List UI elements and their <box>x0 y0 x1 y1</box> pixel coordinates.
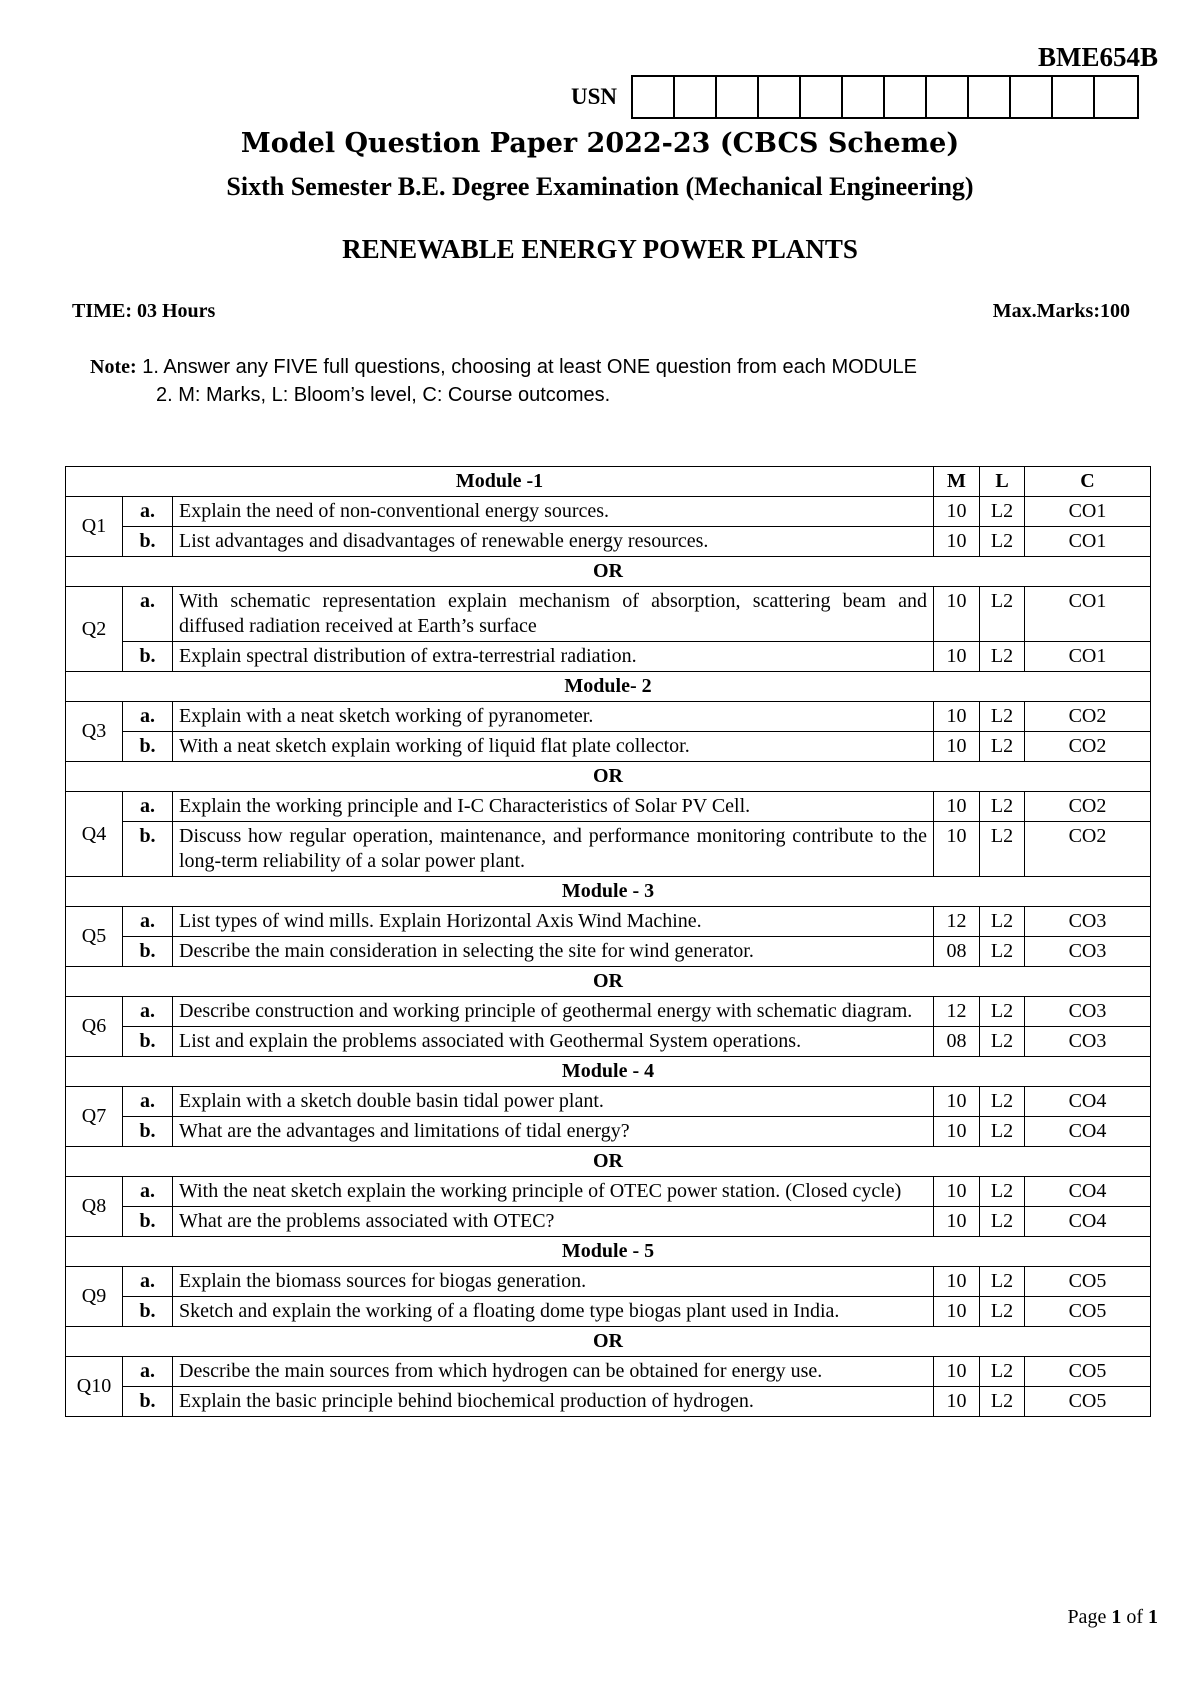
table-row <box>66 1207 1151 1237</box>
question-number: Q4 <box>66 792 123 877</box>
module-header-row <box>66 877 1151 907</box>
sub-question-label: b. <box>123 1297 173 1327</box>
marks-cell: 10 <box>934 1087 980 1117</box>
usn-box[interactable] <box>717 77 759 117</box>
table-row <box>66 1387 1151 1417</box>
blooms-level-cell: L2 <box>980 1027 1025 1057</box>
course-outcome-cell: CO3 <box>1025 937 1151 967</box>
module-header-row <box>66 1057 1151 1087</box>
module-header-row <box>66 1237 1151 1267</box>
marks-cell: 10 <box>934 1357 980 1387</box>
or-row <box>66 1327 1151 1357</box>
course-outcome-cell: CO5 <box>1025 1267 1151 1297</box>
sub-question-label: a. <box>123 1087 173 1117</box>
max-marks-label: Max.Marks:100 <box>992 300 1130 322</box>
page-of: of <box>1126 1606 1143 1628</box>
module-header-row <box>66 672 1151 702</box>
course-outcome-cell: CO3 <box>1025 1027 1151 1057</box>
question-text: Explain the need of non-conventional energy sources. <box>173 497 934 527</box>
question-number: Q5 <box>66 907 123 967</box>
blooms-level-cell: L2 <box>980 497 1025 527</box>
course-outcome-cell: CO3 <box>1025 907 1151 937</box>
sub-question-label: a. <box>123 702 173 732</box>
course-outcome-cell: CO4 <box>1025 1087 1151 1117</box>
or-row <box>66 967 1151 997</box>
time-label: TIME: 03 Hours <box>72 300 216 322</box>
table-row <box>66 822 1151 877</box>
blooms-level-cell: L2 <box>980 702 1025 732</box>
question-text: Explain the biomass sources for biogas generation. <box>173 1267 934 1297</box>
table-row <box>66 527 1151 557</box>
question-text: Discuss how regular operation, maintenance, and performance monitoring contribute to the long-term reliability of a solar power plant. <box>173 822 934 877</box>
usn-box[interactable] <box>927 77 969 117</box>
table-row <box>66 907 1151 937</box>
course-outcome-cell: CO1 <box>1025 642 1151 672</box>
blooms-level-cell: L2 <box>980 1297 1025 1327</box>
question-number: Q6 <box>66 997 123 1057</box>
module-title: Module - 4 <box>66 1057 1151 1087</box>
usn-box[interactable] <box>759 77 801 117</box>
table-row <box>66 1117 1151 1147</box>
module-title: Module - 5 <box>66 1237 1151 1267</box>
question-number: Q2 <box>66 587 123 672</box>
sub-question-label: a. <box>123 907 173 937</box>
table-row <box>66 702 1151 732</box>
sub-question-label: a. <box>123 1177 173 1207</box>
question-number: Q3 <box>66 702 123 762</box>
marks-cell: 10 <box>934 527 980 557</box>
marks-cell: 08 <box>934 937 980 967</box>
course-outcome-cell: CO1 <box>1025 527 1151 557</box>
usn-box[interactable] <box>801 77 843 117</box>
course-outcome-cell: CO3 <box>1025 997 1151 1027</box>
usn-box[interactable] <box>675 77 717 117</box>
question-number: Q9 <box>66 1267 123 1327</box>
sub-question-label: b. <box>123 1027 173 1057</box>
marks-cell: 10 <box>934 642 980 672</box>
blooms-level-cell: L2 <box>980 1177 1025 1207</box>
course-outcome-cell: CO1 <box>1025 587 1151 642</box>
usn-box[interactable] <box>969 77 1011 117</box>
or-label: OR <box>66 1327 1151 1357</box>
page-total: 1 <box>1148 1606 1158 1628</box>
or-label: OR <box>66 557 1151 587</box>
marks-cell: 10 <box>934 1387 980 1417</box>
question-number: Q10 <box>66 1357 123 1417</box>
usn-field <box>571 76 1139 118</box>
course-outcome-cell: CO5 <box>1025 1357 1151 1387</box>
course-outcome-cell: CO4 <box>1025 1177 1151 1207</box>
subject-title: RENEWABLE ENERGY POWER PLANTS <box>342 234 858 264</box>
marks-cell: 10 <box>934 1117 980 1147</box>
course-outcome-cell: CO2 <box>1025 732 1151 762</box>
note-label: Note: <box>90 356 137 378</box>
question-text: Explain the basic principle behind biochemical production of hydrogen. <box>173 1387 934 1417</box>
course-outcome-cell: CO2 <box>1025 792 1151 822</box>
blooms-level-cell: L2 <box>980 792 1025 822</box>
table-row <box>66 1027 1151 1057</box>
sub-question-label: a. <box>123 997 173 1027</box>
usn-box[interactable] <box>843 77 885 117</box>
usn-boxes <box>631 75 1139 119</box>
sub-question-label: b. <box>123 1117 173 1147</box>
blooms-level-cell: L2 <box>980 1207 1025 1237</box>
table-row <box>66 1357 1151 1387</box>
marks-cell: 10 <box>934 1297 980 1327</box>
blooms-level-cell: L2 <box>980 527 1025 557</box>
blooms-level-cell: L2 <box>980 1267 1025 1297</box>
or-row <box>66 557 1151 587</box>
marks-cell: 10 <box>934 1267 980 1297</box>
question-number: Q8 <box>66 1177 123 1237</box>
blooms-level-cell: L2 <box>980 642 1025 672</box>
question-text: With the neat sketch explain the working principle of OTEC power station. (Closed cycle) <box>173 1177 934 1207</box>
marks-cell: 12 <box>934 907 980 937</box>
or-row <box>66 762 1151 792</box>
table-row <box>66 937 1151 967</box>
question-text: List advantages and disadvantages of renewable energy resources. <box>173 527 934 557</box>
question-text: With schematic representation explain mechanism of absorption, scattering beam and diffused radiation received at Earth’s surface <box>173 587 934 642</box>
blooms-level-cell: L2 <box>980 1387 1025 1417</box>
table-row <box>66 497 1151 527</box>
paper-code: BME654B <box>1037 42 1158 72</box>
table-row <box>66 1297 1151 1327</box>
marks-cell: 10 <box>934 1177 980 1207</box>
blooms-level-cell: L2 <box>980 587 1025 642</box>
marks-cell: 10 <box>934 587 980 642</box>
question-text: What are the problems associated with OTEC? <box>173 1207 934 1237</box>
blooms-level-cell: L2 <box>980 1357 1025 1387</box>
blooms-level-cell: L2 <box>980 1117 1025 1147</box>
question-text: Explain spectral distribution of extra-terrestrial radiation. <box>173 642 934 672</box>
question-text: List and explain the problems associated with Geothermal System operations. <box>173 1027 934 1057</box>
marks-cell: 10 <box>934 1207 980 1237</box>
note-text-1: 1. Answer any FIVE full questions, choosing at least ONE question from each MODULE <box>142 356 918 378</box>
or-label: OR <box>66 967 1151 997</box>
header-marks: M <box>934 467 980 497</box>
table-row <box>66 997 1151 1027</box>
module-title: Module - 3 <box>66 877 1151 907</box>
question-text: List types of wind mills. Explain Horizontal Axis Wind Machine. <box>173 907 934 937</box>
question-text: Describe the main sources from which hydrogen can be obtained for energy use. <box>173 1357 934 1387</box>
sub-question-label: a. <box>123 1357 173 1387</box>
table-row <box>66 732 1151 762</box>
usn-box[interactable] <box>885 77 927 117</box>
or-label: OR <box>66 1147 1151 1177</box>
question-text: Describe construction and working principle of geothermal energy with schematic diagram. <box>173 997 934 1027</box>
course-outcome-cell: CO1 <box>1025 497 1151 527</box>
usn-label: USN <box>571 84 618 109</box>
blooms-level-cell: L2 <box>980 822 1025 877</box>
marks-cell: 10 <box>934 702 980 732</box>
course-outcome-cell: CO4 <box>1025 1117 1151 1147</box>
question-text: Sketch and explain the working of a floating dome type biogas plant used in India. <box>173 1297 934 1327</box>
module-title: Module -1 <box>66 467 934 497</box>
blooms-level-cell: L2 <box>980 732 1025 762</box>
blooms-level-cell: L2 <box>980 997 1025 1027</box>
sub-question-label: a. <box>123 792 173 822</box>
sub-question-label: b. <box>123 732 173 762</box>
page-number <box>900 1606 1158 1629</box>
usn-box[interactable] <box>633 77 675 117</box>
exam-title: Sixth Semester B.E. Degree Examination (Mechanical Engineering) <box>226 172 974 201</box>
blooms-level-cell: L2 <box>980 937 1025 967</box>
question-number: Q7 <box>66 1087 123 1147</box>
course-outcome-cell: CO5 <box>1025 1297 1151 1327</box>
marks-cell: 10 <box>934 792 980 822</box>
sub-question-label: b. <box>123 937 173 967</box>
table-row <box>66 587 1151 642</box>
sub-question-label: b. <box>123 822 173 877</box>
table-row <box>66 792 1151 822</box>
page-current: 1 <box>1111 1606 1122 1628</box>
course-outcome-cell: CO4 <box>1025 1207 1151 1237</box>
page-label: Page <box>1067 1606 1107 1628</box>
course-outcome-cell: CO5 <box>1025 1387 1151 1417</box>
question-number: Q1 <box>66 497 123 557</box>
sub-question-label: b. <box>123 1207 173 1237</box>
question-text: Explain with a sketch double basin tidal power plant. <box>173 1087 934 1117</box>
note-line-2: 2. M: Marks, L: Bloom’s level, C: Course outcomes. <box>156 384 611 406</box>
module-title: Module- 2 <box>66 672 1151 702</box>
note-line-1 <box>90 356 917 379</box>
sub-question-label: b. <box>123 1387 173 1417</box>
table-row <box>66 642 1151 672</box>
table-row <box>66 1177 1151 1207</box>
paper-title: Model Question Paper 2022-23 (CBCS Scheme) <box>240 128 960 159</box>
marks-cell: 08 <box>934 1027 980 1057</box>
or-label: OR <box>66 762 1151 792</box>
course-outcome-cell: CO2 <box>1025 822 1151 877</box>
or-row <box>66 1147 1151 1177</box>
question-text: Explain the working principle and I-C Characteristics of Solar PV Cell. <box>173 792 934 822</box>
table-row <box>66 1087 1151 1117</box>
blooms-level-cell: L2 <box>980 1087 1025 1117</box>
module-header-row <box>66 467 1151 497</box>
question-text: Explain with a neat sketch working of pyranometer. <box>173 702 934 732</box>
header-outcome: C <box>1025 467 1151 497</box>
usn-box[interactable] <box>1011 77 1053 117</box>
table-row <box>66 1267 1151 1297</box>
question-text: With a neat sketch explain working of liquid flat plate collector. <box>173 732 934 762</box>
question-table <box>65 466 1151 1417</box>
marks-cell: 10 <box>934 497 980 527</box>
question-text: Describe the main consideration in selecting the site for wind generator. <box>173 937 934 967</box>
sub-question-label: a. <box>123 497 173 527</box>
sub-question-label: a. <box>123 587 173 642</box>
marks-cell: 10 <box>934 822 980 877</box>
usn-box[interactable] <box>1053 77 1095 117</box>
marks-cell: 12 <box>934 997 980 1027</box>
blooms-level-cell: L2 <box>980 907 1025 937</box>
header-level: L <box>980 467 1025 497</box>
marks-cell: 10 <box>934 732 980 762</box>
question-text: What are the advantages and limitations of tidal energy? <box>173 1117 934 1147</box>
course-outcome-cell: CO2 <box>1025 702 1151 732</box>
sub-question-label: b. <box>123 642 173 672</box>
sub-question-label: a. <box>123 1267 173 1297</box>
usn-box[interactable] <box>1095 77 1137 117</box>
sub-question-label: b. <box>123 527 173 557</box>
